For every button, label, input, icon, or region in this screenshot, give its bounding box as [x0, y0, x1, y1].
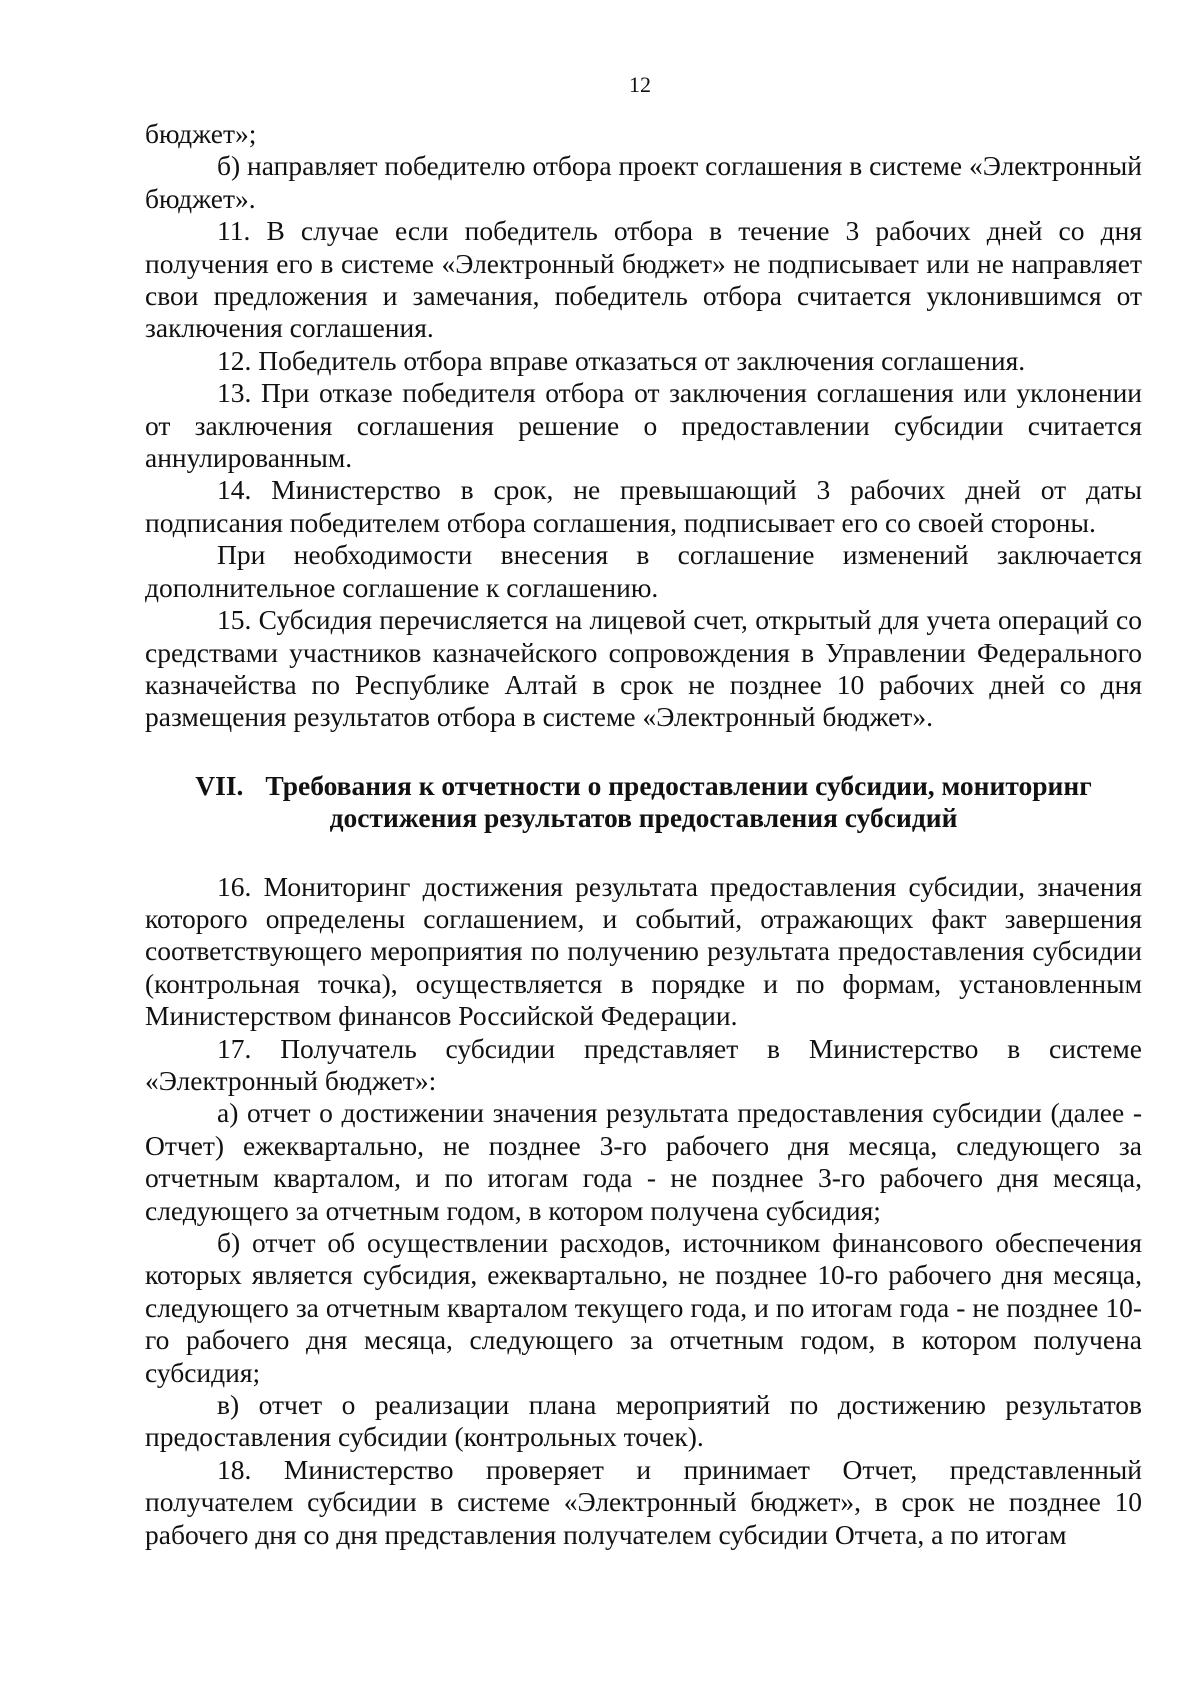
section-title-part-2: достижения результатов предоставления субсидий [329, 802, 958, 834]
section-number: VII. [195, 769, 244, 801]
paragraph: а) отчет о достижении значения результата предоставления субсидии (далее - Отчет) ежеквартально, не позднее 3-го рабочего дня месяца, следующего за отчетным кварталом, и по итогам года - не позднее 3-го рабочего дня месяца, следующего за отчетным годом, в котором получена субсидия; [145, 1097, 1142, 1226]
paragraph: При необходимости внесения в соглашение изменений заключается дополнительное соглашение к соглашению. [145, 539, 1142, 603]
paragraph: бюджет»; [145, 118, 257, 149]
document-body [145, 118, 1142, 1551]
page-number: 12 [629, 72, 651, 97]
section-heading [145, 770, 1142, 835]
paragraph: 15. Субсидия перечисляется на лицевой счет, открытый для учета операций со средствами участников казначейского сопровождения в Управлении Федерального казначейства по Республике Алтай в срок не позднее 10 рабочих дней со дня размещения результатов отбора в системе «Электронный бюджет». [145, 604, 1142, 733]
paragraph: б) отчет об осуществлении расходов, источником финансового обеспечения которых является субсидия, ежеквартально, не позднее 10-го рабочего дня месяца, следующего за отчетным кварталом текущего года, и по итогам года - не позднее 10-го рабочего дня месяца, следующего за отчетным годом, в котором получена субсидия; [145, 1227, 1142, 1388]
paragraph: 13. При отказе победителя отбора от заключения соглашения или уклонении от заключения соглашения решение о предоставлении субсидии считается аннулированным. [145, 377, 1142, 474]
paragraph: 14. Министерство в срок, не превышающий 3 рабочих дней от даты подписания победителем отбора соглашения, подписывает его со своей стороны. [145, 474, 1142, 538]
paragraph: 17. Получатель субсидии представляет в Министерство в системе «Электронный бюджет»: [145, 1032, 1142, 1096]
paragraph: 12. Победитель отбора вправе отказаться от заключения соглашения. [217, 344, 1026, 376]
paragraph: б) направляет победителю отбора проект соглашения в системе «Электронный бюджет». [145, 150, 1142, 214]
paragraph: 11. В случае если победитель отбора в течение 3 рабочих дней со дня получения его в системе «Электронный бюджет» не подписывает или не направляет свои предложения и замечания, победитель отбора считается уклонившимся от заключения соглашения. [145, 215, 1142, 344]
section-title-part-1: Требования к отчетности о предоставлении субсидии, мониторинг [265, 769, 1092, 801]
section-heading-line-1 [145, 770, 1142, 802]
paragraph: в) отчет о реализации плана мероприятий по достижению результатов предоставления субсидии (контрольных точек). [145, 1389, 1142, 1453]
paragraph: 18. Министерство проверяет и принимает Отчет, представленный получателем субсидии в системе «Электронный бюджет», в срок не позднее 10 рабочего дня со дня представления получателем субсидии Отчета, а по итогам [145, 1453, 1142, 1550]
paragraph: 16. Мониторинг достижения результата предоставления субсидии, значения которого определены соглашением, и событий, отражающих факт завершения соответствующего мероприятия по получению результата предоставления субсидии (контрольная точка), осуществляется в порядке и по формам, установленным Министерством финансов Российской Федерации. [145, 870, 1142, 1032]
